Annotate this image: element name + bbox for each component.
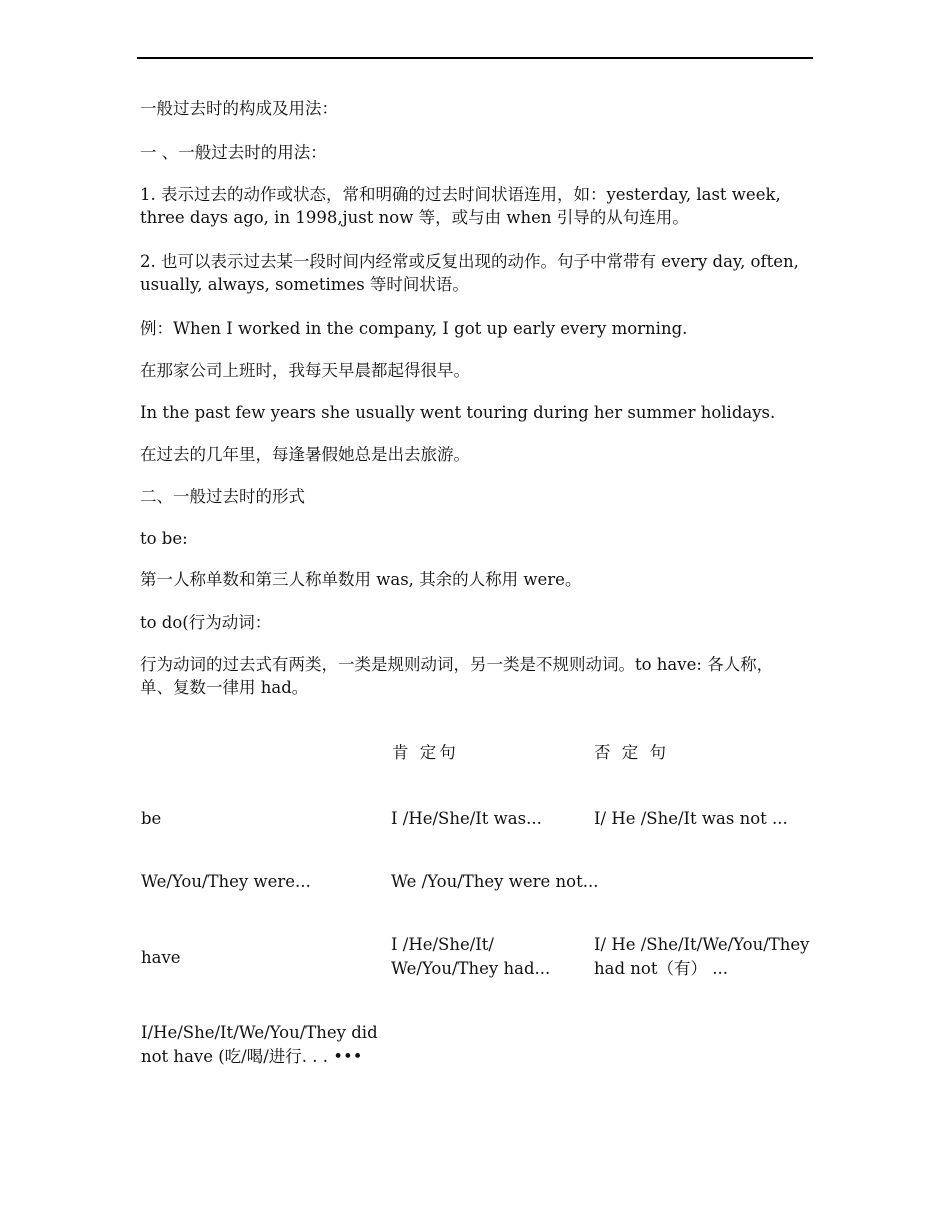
- header-rule: [137, 57, 813, 59]
- row-were-affirmative: We /You/They were not...: [391, 872, 599, 891]
- example-2-chinese: 在过去的几年里，每逢暑假她总是出去旅游。: [140, 445, 470, 464]
- row-be-label: be: [141, 809, 162, 828]
- example-1-chinese: 在那家公司上班时，我每天早晨都起得很早。: [140, 361, 470, 380]
- row-did-not-have-line1: I/He/She/It/We/You/They did: [141, 1023, 378, 1042]
- section-heading-forms: 二、一般过去时的形式: [140, 487, 305, 506]
- usage-point-2: 2. 也可以表示过去某一段时间内经常或反复出现的动作。句子中常带有 every day, often, usually, always, sometimes 等时间状语。: [140, 252, 799, 294]
- header-negative: 否 定 句: [594, 743, 669, 762]
- row-have-affirmative-line1: I /He/She/It/: [391, 935, 494, 954]
- document-title: 一般过去时的构成及用法：: [140, 99, 338, 118]
- row-were-label: We/You/They were...: [141, 872, 311, 891]
- to-do-rule: 行为动词的过去式有两类，一类是规则动词，另一类是不规则动词。to have: 各人称，单、复数一律用 had。: [140, 655, 774, 697]
- to-be-label: to be:: [140, 529, 188, 548]
- usage-point-1: 1. 表示过去的动作或状态，常和明确的过去时间状语连用，如：yesterday, last week, three days ago, in 1998,just now 等，或与由 when 引导的从句连用。: [140, 185, 781, 227]
- header-affirmative: 肯 定句: [392, 743, 459, 762]
- to-be-rule: 第一人称单数和第三人称单数用 was, 其余的人称用 were。: [140, 570, 582, 589]
- row-be-negative: I/ He /She/It was not ...: [594, 809, 788, 828]
- row-have-label: have: [141, 948, 181, 967]
- section-heading-usage: 一 、一般过去时的用法：: [140, 143, 327, 162]
- row-have-negative-line1: I/ He /She/It/We/You/They: [594, 935, 810, 954]
- row-have-negative-line2: had not（有） ...: [594, 959, 728, 978]
- row-did-not-have-line2: not have (吃/喝/进行. . . •••: [141, 1047, 363, 1066]
- to-do-label: to do(行为动词：: [140, 613, 272, 632]
- example-1-english: 例：When I worked in the company, I got up early every morning.: [140, 319, 688, 338]
- row-be-affirmative: I /He/She/It was...: [391, 809, 542, 828]
- row-have-affirmative-line2: We/You/They had...: [391, 959, 551, 978]
- example-2-english: In the past few years she usually went touring during her summer holidays.: [140, 403, 776, 422]
